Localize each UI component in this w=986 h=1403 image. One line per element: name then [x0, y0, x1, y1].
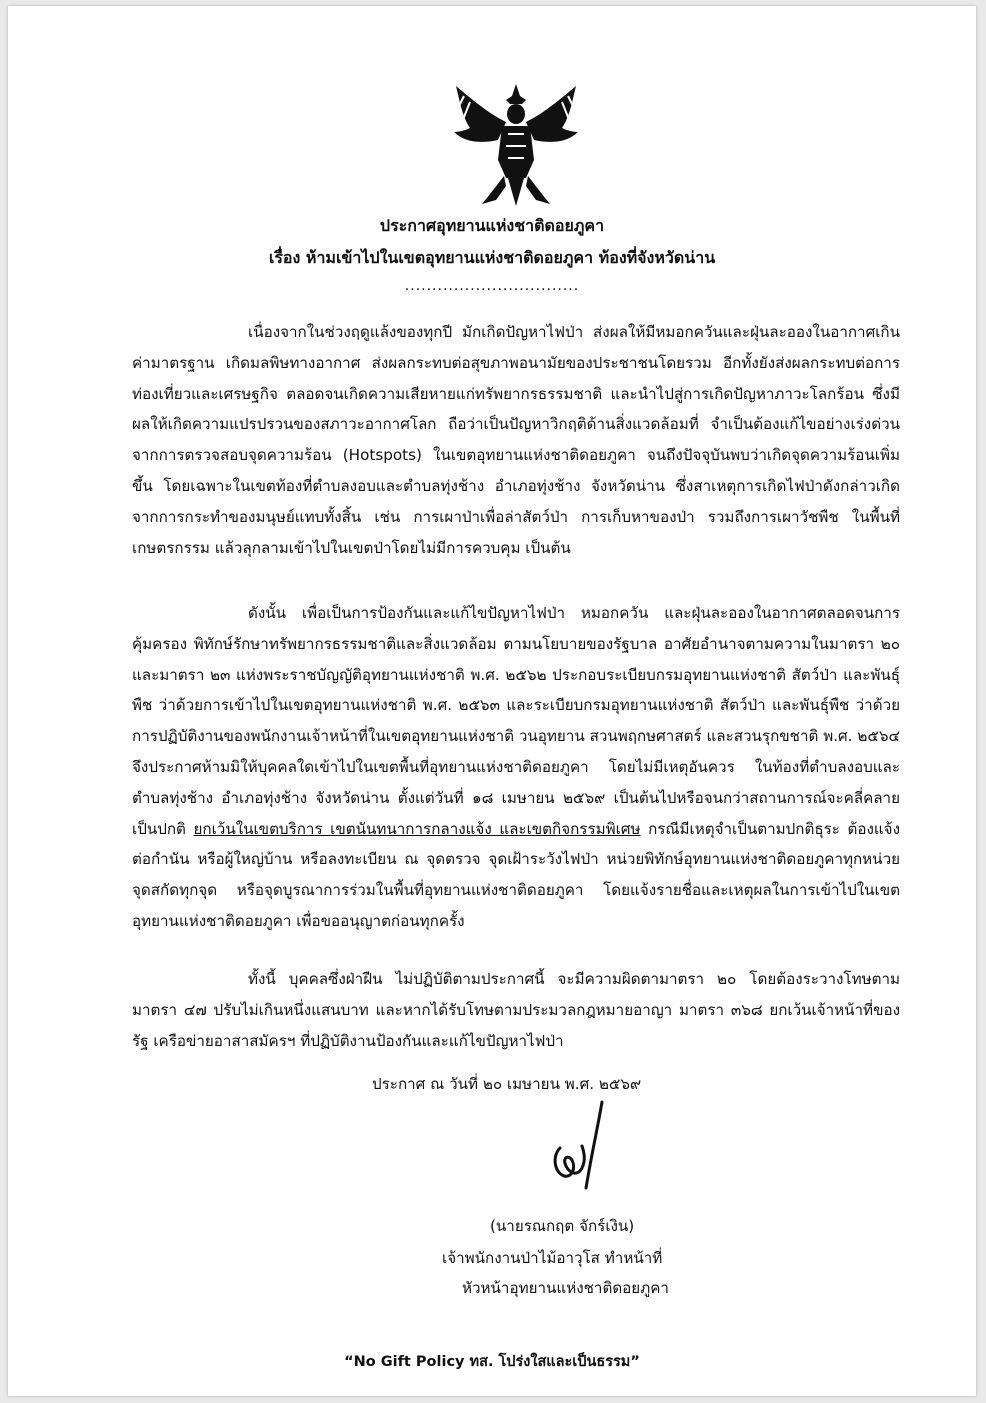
announcement-date: ประกาศ ณ วันที่ ๒๐ เมษายน พ.ศ. ๒๕๖๙: [372, 1075, 642, 1093]
signatory-title: หัวหน้าอุทยานแห่งชาติดอยภูคา: [462, 1279, 669, 1297]
prohibition-text: ดังนั้น เพื่อเป็นการป้องกันและแก้ไขปัญหาไฟป่า หมอกควัน และฝุ่นละอองในอากาศตลอดจนการคุ้มครอง พิทักษ์รักษาทรัพยากรธรรมชาติและสิ่งแวดล้อม ตามนโยบายของรัฐบาล อาศัยอำนาจตามความในมาตรา ๒๐ และมาตรา ๒๓ แห่งพระราชบัญญัติอุทยานแห่งชาติ พ.ศ. ๒๕๖๒ ประกอบระเบียบกรมอุทยานแห่งชาติ สัตว์ป่า และพันธุ์พืช ว่าด้วยการเข้าไปในเขตอุทยานแห่งชาติ พ.ศ. ๒๕๖๓ และระเบียบกรมอุทยานแห่งชาติ สัตว์ป่า และพันธุ์พืช ว่าด้วยการปฏิบัติงานของพนักงานเจ้าหน้าที่ในเขตอุทยานแห่งชาติ วนอุทยาน สวนพฤกษศาสตร์ และสวนรุกขชาติ พ.ศ. ๒๕๖๔ จึงประกาศห้ามมิให้บุคคลใดเข้าไปในเขตพื้นที่อุทยานแห่งชาติดอยภูคา โดยไม่มีเหตุอันควร ในท้องที่ตำบลงอบและตำบลทุ่งช้าง อำเภอทุ่งช้าง จังหวัดน่าน ตั้งแต่วันที่ ๑๘ เมษายน ๒๕๖๙ เป็นต้นไปหรือจนกว่าสถานการณ์จะคลี่คลายเป็นปกติ: [132, 604, 900, 838]
garuda-emblem-icon: [446, 82, 586, 208]
announcement-title: ประกาศอุทยานแห่งชาติดอยภูคา: [379, 216, 605, 235]
footer-slogan: “No Gift Policy ทส. โปร่งใสและเป็นธรรม”: [344, 1354, 640, 1370]
title-divider: ................................: [404, 278, 580, 294]
signatory-name: (นายรณกฤต จักร์เงิน): [490, 1217, 635, 1235]
signatory-position: เจ้าพนักงานป่าไม้อาวุโส ทำหน้าที่: [442, 1249, 663, 1267]
exception-underlined-text: ยกเว้นในเขตบริการ เขตนันทนาการกลางแจ้ง และเขตกิจกรรมพิเศษ: [193, 819, 641, 838]
document-page: [8, 6, 976, 1396]
announcement-subject: เรื่อง ห้ามเข้าไปในเขตอุทยานแห่งชาติดอยภูคา ท้องที่จังหวัดน่าน: [268, 248, 716, 267]
permission-text: กรณีมีเหตุจำเป็นตามปกติธุระ ต้องแจ้งต่อกำนัน หรือผู้ใหญ่บ้าน หรือลงทะเบียน ณ จุดตรวจ จุดเฝ้าระวังไฟป่า หน่วยพิทักษ์อุทยานแห่งชาติดอยภูคาทุกหน่วย จุดสกัดทุกจุด หรือจุดบูรณาการร่วมในพื้นที่อุทยานแห่งชาติดอยภูคา โดยแจ้งรายชื่อและเหตุผลในการเข้าไปในเขตอุทยานแห่งชาติดอยภูคา เพื่อขออนุญาตก่อนทุกครั้ง: [132, 819, 900, 930]
signature-icon: [546, 1096, 626, 1196]
paragraph-background: เนื่องจากในช่วงฤดูแล้งของทุกปี มักเกิดปัญหาไฟป่า ส่งผลให้มีหมอกควันและฝุ่นละอองในอากาศเกินค่ามาตรฐาน เกิดมลพิษทางอากาศ ส่งผลกระทบต่อสุขภาพอนามัยของประชาชนโดยรวม อีกทั้งยังส่งผลกระทบต่อการท่องเที่ยวและเศรษฐกิจ ตลอดจนเกิดความเสียหายแก่ทรัพยากรธรรมชาติ และนำไปสู่การเกิดปัญหาภาวะโลกร้อน ซึ่งมีผลให้เกิดความแปรปรวนของสภาวะอากาศโลก ถือว่าเป็นปัญหาวิกฤติด้านสิ่งแวดล้อมที่ จำเป็นต้องแก้ไขอย่างเร่งด่วน จากการตรวจสอบจุดความร้อน (Hotspots) ในเขตอุทยานแห่งชาติดอยภูคา จนถึงปัจจุบันพบว่าเกิดจุดความร้อนเพิ่มขึ้น โดยเฉพาะในเขตท้องที่ตำบลงอบและตำบลทุ่งช้าง อำเภอทุ่งช้าง จังหวัดน่าน ซึ่งสาเหตุการเกิดไฟป่าดังกล่าวเกิดจากการกระทำของมนุษย์แทบทั้งสิ้น เช่น การเผาป่าเพื่อล่าสัตว์ป่า การเก็บหาของป่า รวมถึงการเผาวัชพืช ในพื้นที่เกษตรกรรม แล้วลุกลามเข้าไปในเขตป่าโดยไม่มีการควบคุม เป็นต้น: [132, 323, 900, 557]
paragraph-prohibition: [132, 598, 900, 937]
paragraph-penalty: ทั้งนี้ บุคคลซึ่งฝ่าฝืน ไม่ปฏิบัติตามประกาศนี้ จะมีความผิดตามาตรา ๒๐ โดยต้องระวางโทษตามมาตรา ๔๗ ปรับไม่เกินหนึ่งแสนบาท และหากได้รับโทษตามประมวลกฎหมายอาญา มาตรา ๓๖๘ ยกเว้นเจ้าหน้าที่ของรัฐ เครือข่ายอาสาสมัครฯ ที่ปฏิบัติงานป้องกันและแก้ไขปัญหาไฟป่า: [132, 970, 900, 1050]
